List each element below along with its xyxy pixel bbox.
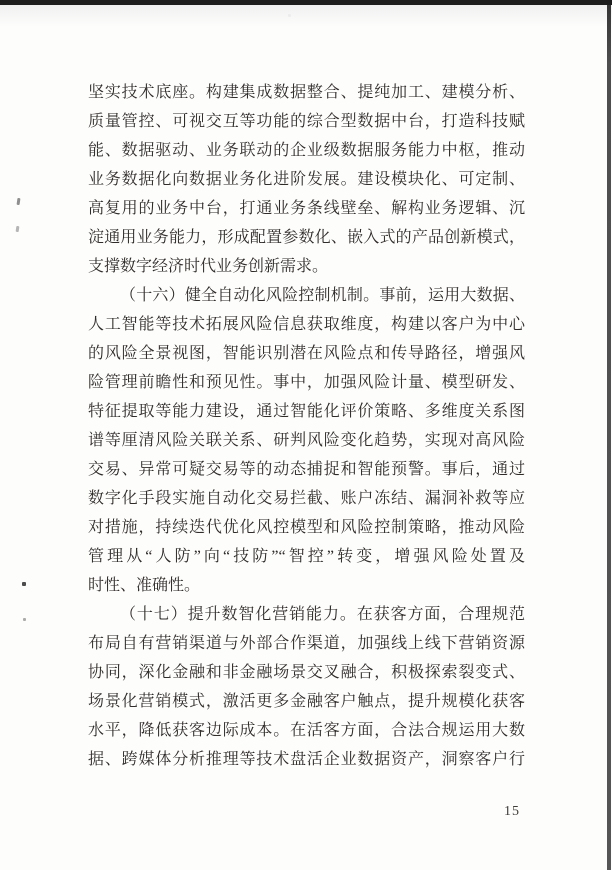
text-line: 场景化营销模式，激活更多金融客户触点，提升规模化获客 <box>88 693 525 710</box>
text-line: 质量管控、可视交互等功能的综合型数据中台，打造科技赋 <box>88 113 525 130</box>
margin-mark <box>17 198 21 205</box>
margin-mark <box>16 226 20 232</box>
text-line: 管理从“人防”向“技防”“智控”转变，增强风险处置及 <box>88 548 525 565</box>
page-number: 15 <box>504 804 520 819</box>
text-line: 交易、异常可疑交易等的动态捕捉和智能预警。事后，通过 <box>88 461 525 478</box>
text-line: （十七）提升数智化营销能力。在获客方面，合理规范 <box>120 606 525 623</box>
text-line: 谱等厘清风险关联关系、研判风险变化趋势，实现对高风险 <box>88 432 525 449</box>
body-text <box>88 78 525 774</box>
text-line: 险管理前瞻性和预见性。事中，加强风险计量、模型研发、 <box>88 374 525 391</box>
scan-speck <box>288 14 291 17</box>
text-line: 据、跨媒体分析推理等技术盘活企业数据资产，洞察客户行 <box>88 751 525 768</box>
text-line: 协同，深化金融和非金融场景交叉融合，积极探索裂变式、 <box>88 664 525 681</box>
text-line: 支撑数字经济时代业务创新需求。 <box>88 258 329 275</box>
text-line: 坚实技术底座。构建集成数据整合、提纯加工、建模分析、 <box>88 84 525 101</box>
margin-mark <box>22 582 26 586</box>
scan-top-edge <box>0 0 612 5</box>
text-line: 水平，降低获客边际成本。在活客方面，合法合规运用大数 <box>88 722 525 739</box>
scan-top-shadow <box>0 5 612 27</box>
text-line: 人工智能等技术拓展风险信息获取维度，构建以客户为中心 <box>88 316 525 333</box>
text-line: 布局自有营销渠道与外部合作渠道，加强线上线下营销资源 <box>88 635 525 652</box>
scan-right-edge <box>607 4 611 870</box>
margin-mark <box>23 618 26 621</box>
text-line: 业务数据化向数据业务化进阶发展。建设模块化、可定制、 <box>88 171 525 188</box>
text-line: 时性、准确性。 <box>88 577 201 594</box>
text-line: 数字化手段实施自动化交易拦截、账户冻结、漏洞补救等应 <box>88 490 525 507</box>
text-line: 高复用的业务中台，打通业务条线壁垒、解构业务逻辑、沉 <box>88 200 525 217</box>
text-line: 特征提取等能力建设，通过智能化评价策略、多维度关系图 <box>88 403 525 420</box>
text-line: （十六）健全自动化风险控制机制。事前，运用大数据、 <box>120 287 525 304</box>
text-line: 能、数据驱动、业务联动的企业级数据服务能力中枢，推动 <box>88 142 525 159</box>
text-line: 的风险全景视图，智能识别潜在风险点和传导路径，增强风 <box>88 345 525 362</box>
text-line: 淀通用业务能力，形成配置参数化、嵌入式的产品创新模式， <box>88 229 525 246</box>
text-line: 对措施，持续迭代优化风控模型和风险控制策略，推动风险 <box>88 519 525 536</box>
